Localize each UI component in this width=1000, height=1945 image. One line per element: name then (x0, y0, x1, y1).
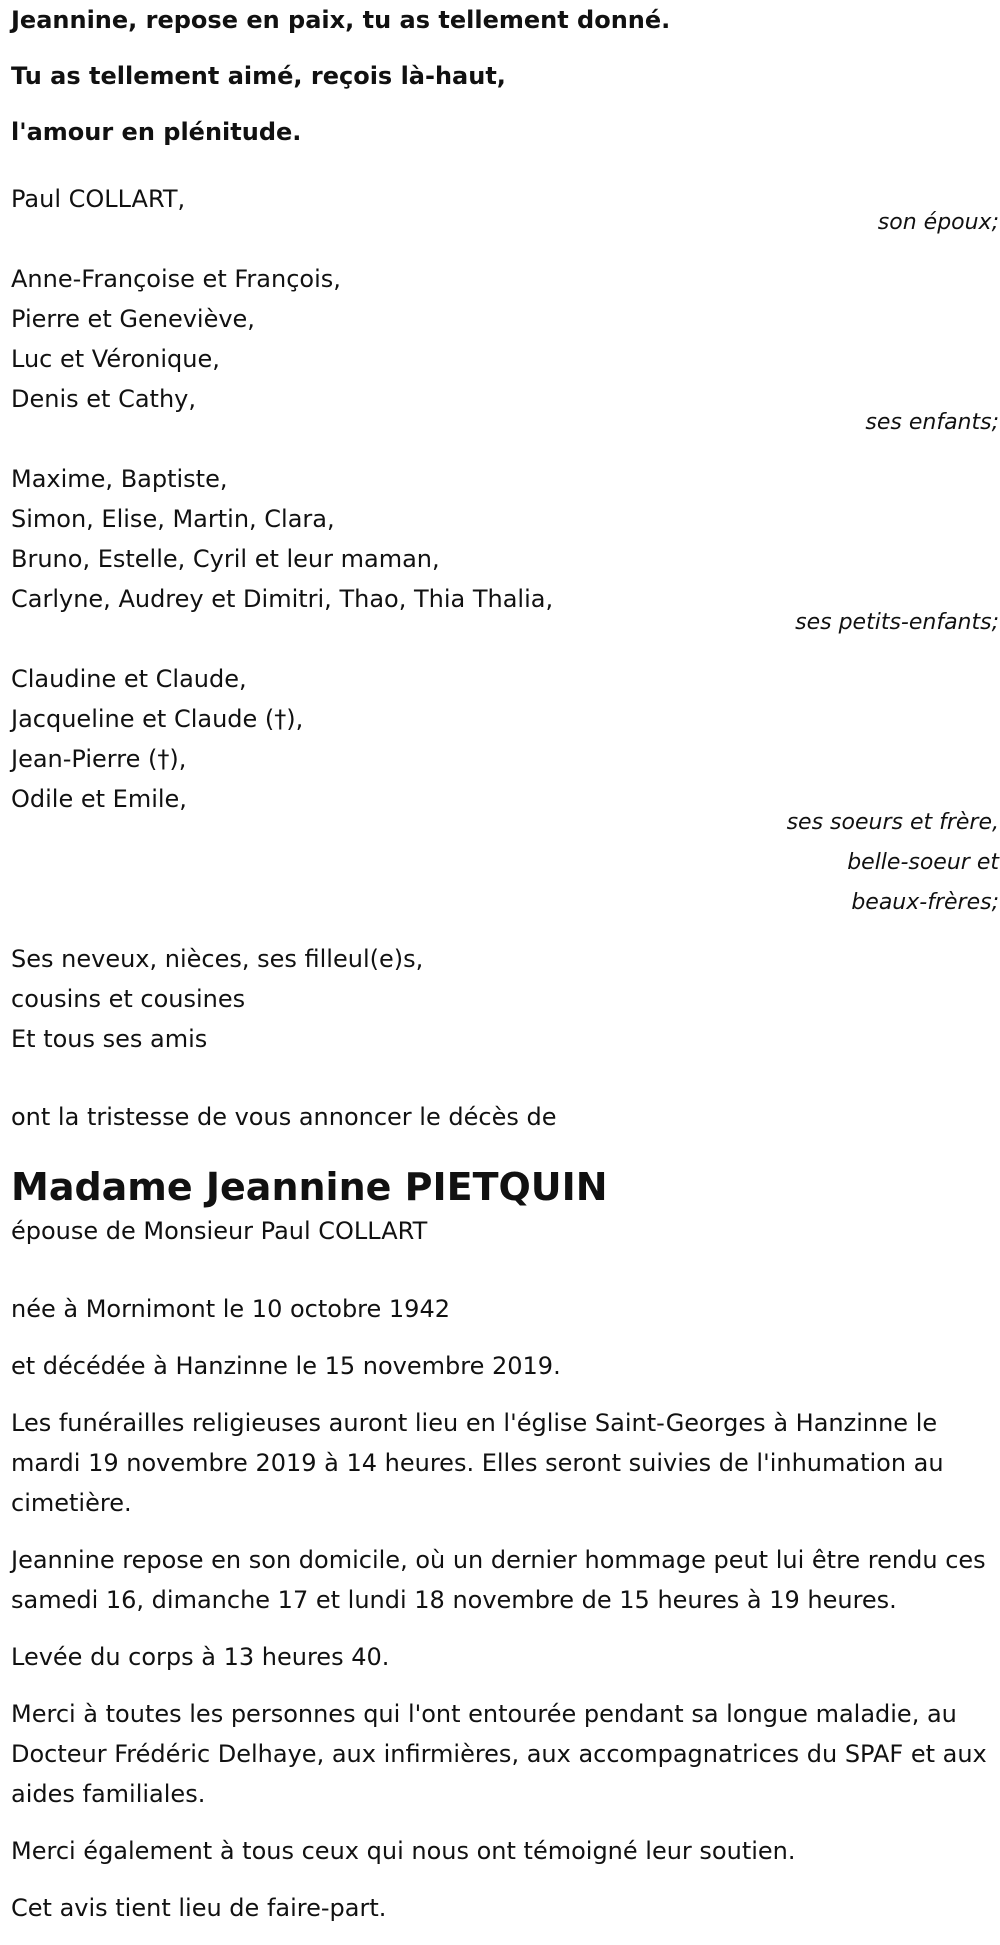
funeral-paragraph: Les funérailles religieuses auront lieu en l'église Saint-Georges à Hanzinne le mardi 19 novembre 2019 à 14 heures. Elles seront suivies de l'inhumation au cimetière. (11, 1409, 944, 1517)
death-info: et décédée à Hanzinne le 15 novembre 2019. (11, 1352, 561, 1380)
family-group-siblings (11, 659, 999, 923)
deceased-name: Madame Jeannine PIETQUIN (11, 1165, 608, 1209)
family-name-line: Odile et Emile, (11, 785, 187, 813)
visitation-paragraph: Jeannine repose en son domicile, où un dernier hommage peut lui être rendu ces samedi 16, dimanche 17 et lundi 18 novembre de 15 heures à 19 heures. (11, 1546, 986, 1614)
family-name-line: Pierre et Geneviève, (11, 305, 255, 333)
family-role-line: ses soeurs et frère, (786, 810, 999, 835)
family-name-line: Simon, Elise, Martin, Clara, (11, 505, 335, 533)
family-name-line: Maxime, Baptiste, (11, 465, 228, 493)
family-name-line: Ses neveux, nièces, ses filleul(e)s, (11, 945, 424, 973)
birth-info: née à Mornimont le 10 octobre 1942 (11, 1295, 450, 1323)
family-name-line: Luc et Véronique, (11, 345, 220, 373)
closing-paragraph: Cet avis tient lieu de faire-part. (11, 1894, 387, 1922)
family-role-line: son époux; (877, 210, 999, 235)
family-role-line: belle-soeur et (847, 850, 999, 875)
family-group-spouse (11, 179, 999, 243)
family-name-line: Jacqueline et Claude (†), (11, 705, 304, 733)
obituary-content (11, 0, 999, 1928)
family-name-line: Et tous ses amis (11, 1025, 208, 1053)
family-role-line: ses enfants; (865, 410, 999, 435)
procession-paragraph: Levée du corps à 13 heures 40. (11, 1643, 390, 1671)
family-name-line: Paul COLLART, (11, 185, 186, 213)
thanks-paragraph: Merci à toutes les personnes qui l'ont entourée pendant sa longue maladie, au Docteur Frédéric Delhaye, aux infirmières, aux accompagnatrices du SPAF et aux aides familiales. (11, 1700, 987, 1808)
family-role-line: ses petits-enfants; (795, 610, 999, 635)
epigraph-line: Tu as tellement aimé, reçois là-haut, (11, 62, 506, 90)
family-names (11, 459, 999, 619)
deceased-spouse-line (11, 1211, 999, 1251)
deceased-spouse-text: épouse de Monsieur Paul COLLART (11, 1217, 428, 1245)
family-name-line: Carlyne, Audrey et Dimitri, Thao, Thia Thalia, (11, 585, 554, 613)
epigraph-line: Jeannine, repose en paix, tu as tellement donné. (11, 6, 671, 34)
epigraph (11, 5, 999, 147)
family-name-line: Jean-Pierre (†), (11, 745, 187, 773)
family-group-children (11, 259, 999, 443)
family-group-others (11, 939, 999, 1059)
family-role-line: beaux-frères; (851, 890, 999, 915)
announcement (11, 1097, 999, 1137)
family-name-line: Anne-Françoise et François, (11, 265, 341, 293)
family-name-line: cousins et cousines (11, 985, 246, 1013)
family-name-line: Bruno, Estelle, Cyril et leur maman, (11, 545, 440, 573)
family-role (11, 803, 999, 923)
announcement-text: ont la tristesse de vous annoncer le décès de (11, 1103, 557, 1131)
family-name-line: Claudine et Claude, (11, 665, 247, 693)
thanks-support-paragraph: Merci également à tous ceux qui nous ont témoigné leur soutien. (11, 1837, 796, 1865)
epigraph-line: l'amour en plénitude. (11, 118, 302, 146)
family-names (11, 659, 999, 819)
family-group-grandchildren (11, 459, 999, 643)
family-names (11, 259, 999, 419)
family-name-line: Denis et Cathy, (11, 385, 196, 413)
